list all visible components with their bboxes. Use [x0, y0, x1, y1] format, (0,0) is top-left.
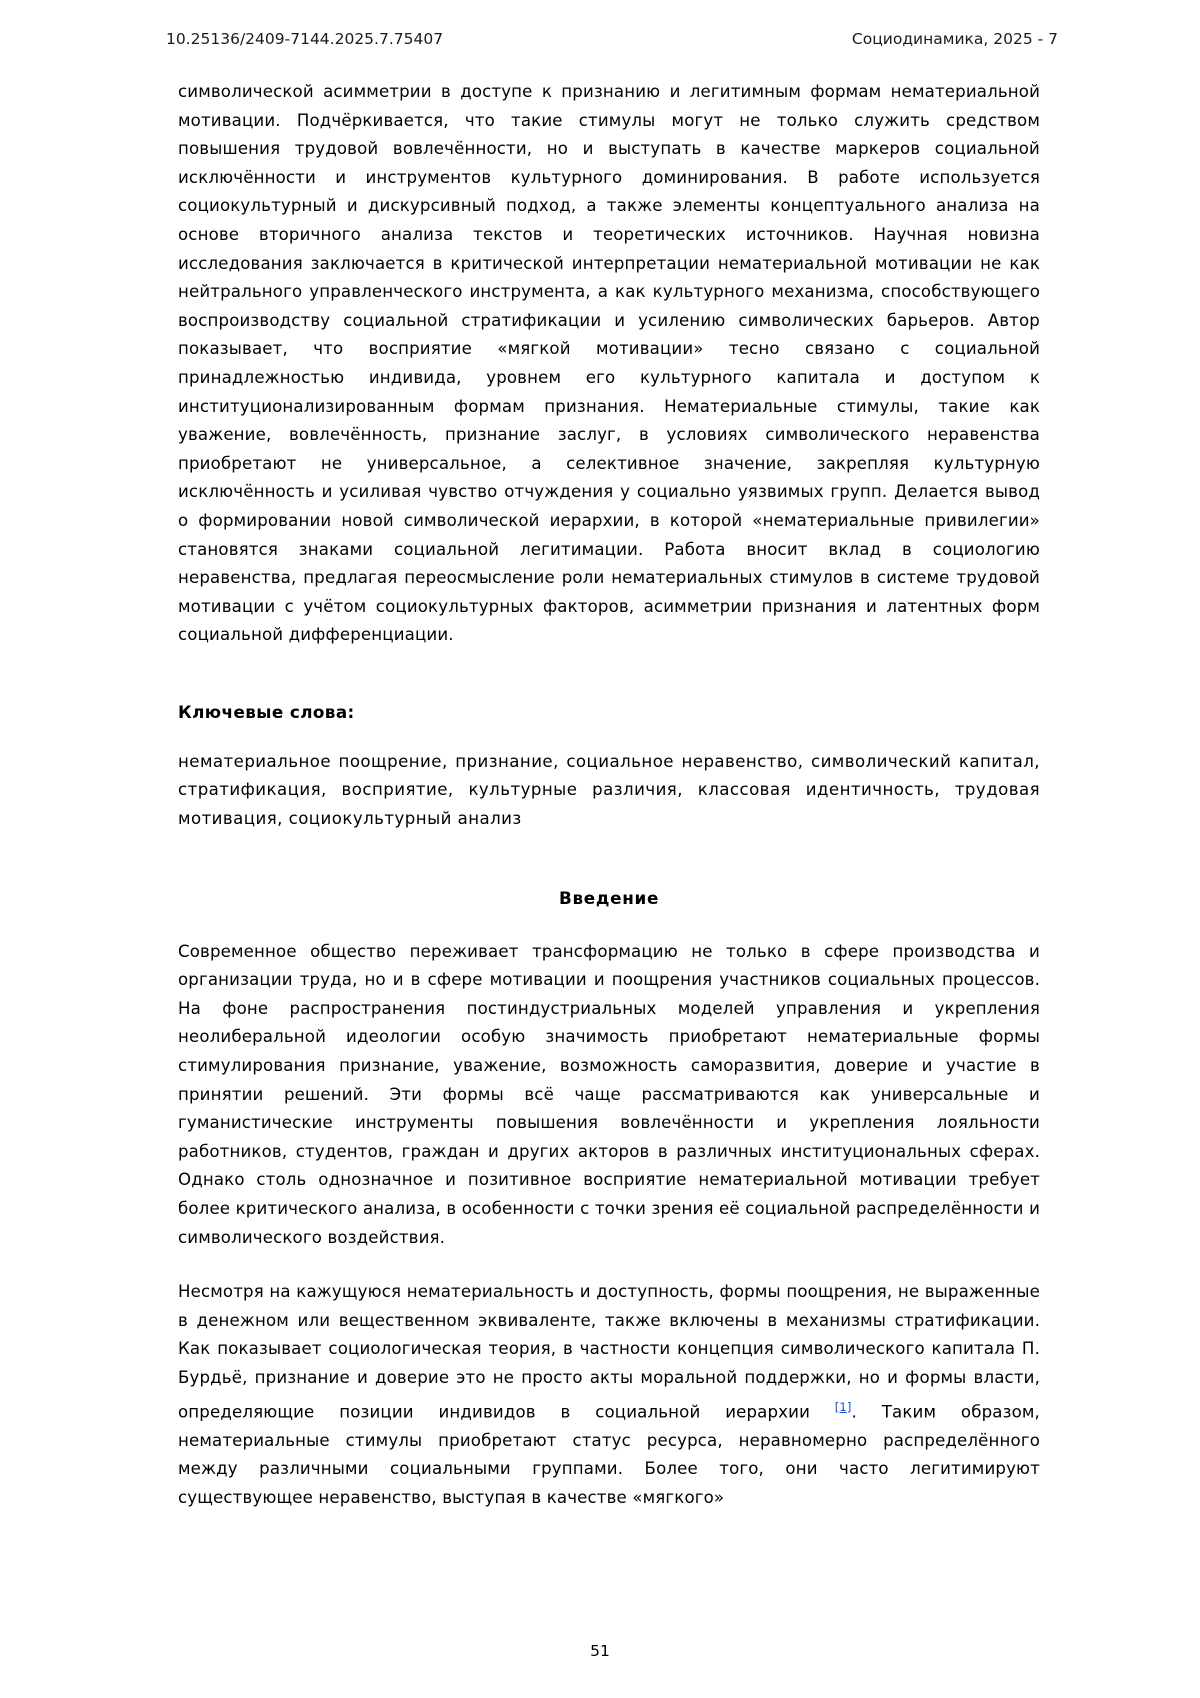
doi-text: 10.25136/2409-7144.2025.7.75407 — [166, 30, 444, 48]
keywords-list: нематериальное поощрение, признание, социальное неравенство, символический капитал, стратификация, восприятие, культурные различия, классовая идентичность, трудовая мотивация, социокультурный анализ — [178, 751, 1040, 829]
reference-citation-link[interactable] — [835, 1400, 852, 1414]
abstract-paragraph: символической асимметрии в доступе к признанию и легитимным формам нематериальной мотивации. Подчёркивается, что такие стимулы могут не только служить средством повышения трудовой вовлечённости, но и выступать в качестве маркеров социальной исключённости и инструментов культурного доминирования. В работе используется социокультурный и дискурсивный подход, а также элементы концептуального анализа на основе вторичного анализа текстов и теоретических источников. Научная новизна исследования заключается в критической интерпретации нематериальной мотивации не как нейтрального управленческого инструмента, а как культурного механизма, способствующего воспроизводству социальной стратификации и усилению символических барьеров. Автор показывает, что восприятие «мягкой мотивации» тесно связано с социальной принадлежностью индивида, уровнем его культурного капитала и доступом к институционализированным формам признания. Нематериальные стимулы, такие как уважение, вовлечённость, признание заслуг, в условиях символического неравенства приобретают не универсальное, а селективное значение, закрепляя культурную исключённость и усиливая чувство отчуждения у социально уязвимых групп. Делается вывод о формировании новой символической иерархии, в которой «нематериальные привилегии» становятся знаками социальной легитимации. Работа вносит вклад в социологию неравенства, предлагая переосмысление роли нематериальных стимулов в системе трудовой мотивации с учётом социокультурных факторов, асимметрии признания и латентных форм социальной дифференциации. — [178, 82, 1040, 645]
intro-paragraph-2-part2: . Таким образом, нематериальные стимулы приобретают статус ресурса, неравномерно распределённого между различными социальными группами. Более того, они часто легитимируют существующее неравенство, выступая в качестве «мягкого» — [178, 1402, 1040, 1507]
keywords-heading: Ключевые слова: — [178, 701, 355, 722]
page-content — [178, 78, 1040, 1529]
running-head — [0, 30, 1200, 52]
intro-paragraph-2-part1: Несмотря на кажущуюся нематериальность и доступность, формы поощрения, не выраженные в денежном или вещественном эквиваленте, также включены в механизмы стратификации. Как показывает социологическая теория, в частности концепция символического капитала П. Бурдьё, признание и доверие это не просто акты моральной поддержки, но и формы власти, определяющие позиции индивидов в социальной иерархии — [178, 1282, 1040, 1422]
intro-paragraph-1: Современное общество переживает трансформацию не только в сфере производства и организации труда, но и в сфере мотивации и поощрения участников социальных процессов. На фоне распространения постиндустриальных моделей управления и укрепления неолиберальной идеологии особую значимость приобретают нематериальные формы стимулирования признание, уважение, возможность саморазвития, доверие и участие в принятии решений. Эти формы всё чаще рассматриваются как универсальные и гуманистические инструменты повышения вовлечённости и укрепления лояльности работников, студентов, граждан и других акторов в различных институциональных сферах. Однако столь однозначное и позитивное восприятие нематериальной мотивации требует более критического анализа, в особенности с точки зрения её социальной распределённости и символического воздействия. — [178, 941, 1040, 1247]
reference-citation-anchor[interactable]: [1] — [834, 1399, 852, 1414]
journal-issue-text: Социодинамика, 2025 - 7 — [851, 30, 1058, 48]
intro-paragraph-2 — [178, 1278, 1040, 1512]
page-number: 51 — [590, 1642, 610, 1660]
section-heading-introduction: Введение — [558, 887, 660, 908]
